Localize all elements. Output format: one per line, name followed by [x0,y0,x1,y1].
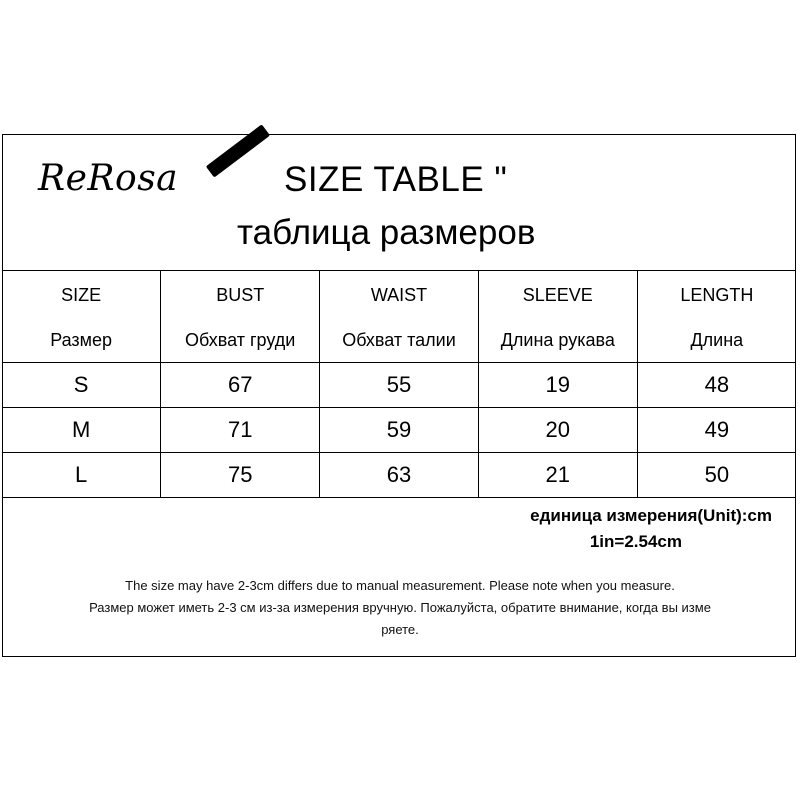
cell-waist: 55 [320,363,479,408]
cell-length: 49 [637,408,796,453]
size-table [2,271,796,497]
cell-size: S [2,363,161,408]
header-length-ru: Длина [690,330,744,350]
cell-size: L [2,453,161,498]
header-bust: BUST [161,271,320,319]
header-row-english [2,271,796,319]
title-english: SIZE TABLE " [284,160,508,199]
cell-size: M [2,408,161,453]
measurement-note-english: The size may have 2-3cm differs due to manual measurement. Please note when you measure. [125,578,675,593]
table-row [2,363,796,408]
unit-note: единица измерения(Unit):cm [530,506,772,525]
inch-conversion-note: 1in=2.54cm [589,532,682,551]
header-bust-ru: Обхват груди [161,319,320,363]
header-sleeve-ru: Длина рукава [478,319,637,363]
measurement-note-russian: Размер может иметь 2-3 см из-за измерения вручную. Пожалуйста, обратите внимание, когда вы изме [89,600,711,615]
cell-bust: 75 [161,453,320,498]
header-sleeve: SLEEVE [478,271,637,319]
cell-waist: 63 [320,453,479,498]
cell-waist: 59 [320,408,479,453]
header-waist: WAIST [320,271,479,319]
header-size: SIZE [2,271,161,319]
measurement-note-russian-cont: ряете. [381,622,419,637]
cell-sleeve: 19 [478,363,637,408]
cell-bust: 71 [161,408,320,453]
header-length: LENGTH [680,284,754,305]
cell-length: 50 [637,453,796,498]
cell-length: 48 [637,363,796,408]
title-russian: таблица размеров [237,213,536,252]
header-waist-ru: Обхват талии [320,319,479,363]
size-grid [2,270,796,498]
cell-bust: 67 [161,363,320,408]
cell-sleeve: 20 [478,408,637,453]
cell-sleeve: 21 [478,453,637,498]
table-row [2,453,796,498]
table-row [2,408,796,453]
brand-logo: ReRosa [38,158,179,199]
header-size-ru: Размер [2,319,161,363]
header-row-russian [2,319,796,363]
